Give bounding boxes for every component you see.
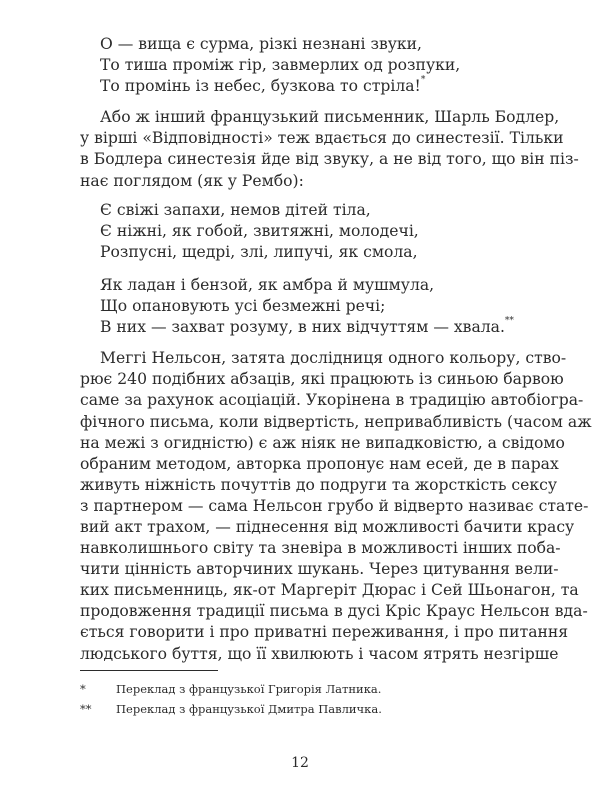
text-line: рює 240 подібних абзаців, які працюють із синьою барвою xyxy=(80,370,564,389)
footnote-1 xyxy=(80,679,535,699)
text-line: ється говорити і про приватні переживання, і про питання xyxy=(80,623,569,642)
footnote-reference[interactable]: * xyxy=(420,75,426,86)
footnote-reference[interactable]: ** xyxy=(504,316,514,327)
text-line: ких письменниць, як-от Маргеріт Дюрас і Сей Шьонагон, та xyxy=(80,581,579,600)
verse-line-text: То промінь із небес, бузкова то стріла! xyxy=(100,77,421,96)
baudelaire-verse-stanza-1 xyxy=(80,200,535,263)
footnote-2 xyxy=(80,699,535,719)
text-line: навколишнього світу та зневіра в можливості інших поба- xyxy=(80,539,561,558)
text-line: продовження традиції письма в дусі Кріс Краус Нельсон вда- xyxy=(80,602,588,621)
verse-line xyxy=(80,76,535,97)
paragraph-nelson xyxy=(80,348,592,664)
verse-line: О — вища є сурма, різкі незнані звуки, xyxy=(100,35,423,53)
baudelaire-verse-stanza-2 xyxy=(80,275,535,338)
main-text xyxy=(80,34,592,665)
footnote-marker: ** xyxy=(80,702,92,716)
text-line: людського буття, що її хвилюють і часом ятрять незгірше xyxy=(80,644,559,663)
text-line: обраним методом, авторка пропонує нам есей, де в парах xyxy=(80,454,559,473)
verse-line: То тиша проміж гір, завмерлих од розпуки, xyxy=(100,56,461,75)
footnote-marker: * xyxy=(80,682,86,696)
text-line: на межі з огидністю) є аж ніяк не випадковістю, а свідомо xyxy=(80,433,565,452)
text-line: Меггі Нельсон, затята дослідниця одного кольору, ство- xyxy=(100,349,567,368)
verse-line: Що опановують усі безмежні речі; xyxy=(100,297,386,316)
text-line: саме за рахунок асоціацій. Укорінена в традицію автобіогра- xyxy=(80,391,584,410)
text-line: вий акт трахом, — піднесення від можливості бачити красу xyxy=(80,517,575,536)
verse-line-text: В них — захват розуму, в них відчуттям — хвала. xyxy=(100,318,505,337)
verse-line: Є ніжні, як гобой, звитяжні, молодечі, xyxy=(100,221,419,240)
text-line: нає поглядом (як у Рембо): xyxy=(80,171,304,190)
text-line: фічного письма, коли відвертість, непривабливість (часом аж xyxy=(80,412,592,431)
text-line: з партнером — сама Нельсон грубо й відверто називає стате- xyxy=(80,496,589,515)
verse-line: Є свіжі запахи, немов дітей тіла, xyxy=(100,200,371,219)
footnote-text: Переклад з французької Григорія Латника. xyxy=(116,682,382,696)
verse-line: Як ладан і бензой, як амбра й мушмула, xyxy=(100,275,435,294)
footnotes xyxy=(80,679,535,719)
text-line: в Бодлера синестезія йде від звуку, а не від того, що він піз- xyxy=(80,150,579,169)
paragraph-baudelaire xyxy=(80,107,579,191)
footnote-text: Переклад з французької Дмитра Павличка. xyxy=(116,702,382,716)
page-number: 12 xyxy=(291,755,309,771)
text-line: у вірші «Відповідності» теж вдається до синестезії. Тільки xyxy=(80,129,564,148)
verse-line: Розпусні, щедрі, злі, липучі, як смола, xyxy=(100,242,418,261)
text-line: живуть ніжність почуттів до подруги та жорсткість сексу xyxy=(80,475,558,494)
footnote-divider xyxy=(80,670,218,671)
text-line: Або ж інший французький письменник, Шарль Бодлер, xyxy=(100,108,560,127)
verse-line xyxy=(80,317,535,338)
text-line: чити цінність авторчиних шукань. Через цитування вели- xyxy=(80,560,559,579)
rimbaud-verse xyxy=(80,34,535,97)
